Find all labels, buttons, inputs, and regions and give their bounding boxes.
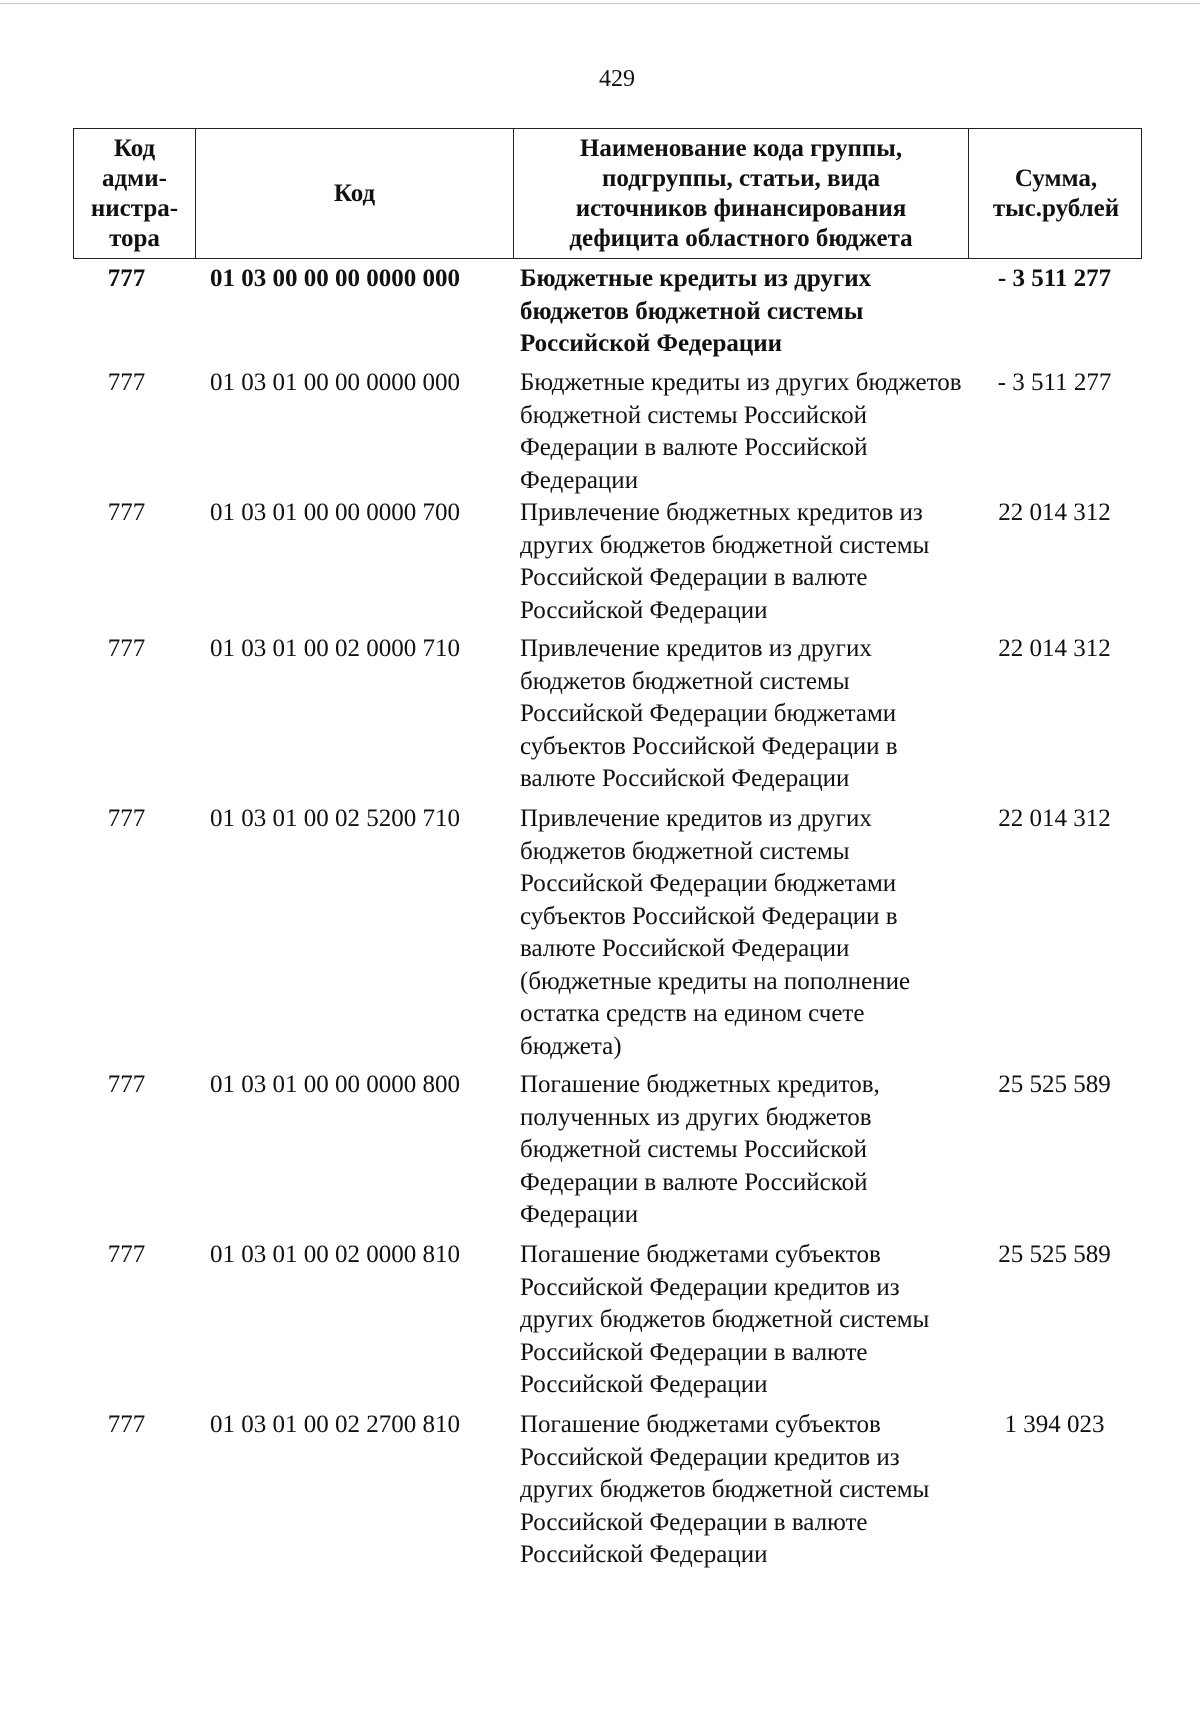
- cell-name: Бюджетные кредиты из других бюджетов бюджетной системы Российской Федерации в валюте Российской Федерации: [520, 369, 962, 494]
- cell-name: Погашение бюджетами субъектов Российской Федерации кредитов из других бюджетов бюджетной системы Российской Федерации в валюте Российской Федерации: [520, 1411, 930, 1568]
- cell-sum: 25 525 589: [998, 1071, 1111, 1098]
- top-border-line: [0, 3, 1200, 4]
- cell-name: Бюджетные кредиты из других бюджетов бюджетной системы Российской Федерации: [520, 265, 872, 357]
- table-header: [73, 128, 1142, 259]
- cell-sum: 25 525 589: [998, 1241, 1111, 1268]
- cell-name: Привлечение кредитов из других бюджетов бюджетной системы Российской Федерации бюджетами субъектов Российской Федерации в валюте Российской Федерации: [520, 635, 898, 792]
- header-name: Наименование кода группы, подгруппы, статьи, вида источников финансирования дефицита областного бюджета: [513, 129, 968, 258]
- cell-code: 01 03 00 00 00 0000 000: [210, 265, 460, 292]
- cell-code: 01 03 01 00 00 0000 800: [210, 1071, 460, 1098]
- cell-code: 01 03 01 00 02 0000 710: [210, 635, 460, 662]
- cell-admin: 777: [107, 499, 146, 526]
- cell-sum: 22 014 312: [998, 805, 1111, 832]
- table-row: [73, 803, 1142, 1069]
- cell-name: Погашение бюджетами субъектов Российской Федерации кредитов из других бюджетов бюджетной системы Российской Федерации в валюте Российской Федерации: [520, 1241, 930, 1398]
- table-row: [73, 633, 1142, 803]
- cell-sum: 1 394 023: [1004, 1411, 1105, 1438]
- cell-code: 01 03 01 00 02 5200 710: [210, 805, 460, 832]
- cell-sum: - 3 511 277: [997, 265, 1112, 292]
- cell-admin: 777: [107, 1411, 146, 1438]
- cell-admin: 777: [107, 635, 146, 662]
- table-row: [73, 1069, 1142, 1239]
- cell-code: 01 03 01 00 02 0000 810: [210, 1241, 460, 1268]
- table-row: [73, 1409, 1142, 1568]
- header-code: Код: [195, 129, 513, 258]
- cell-admin: 777: [107, 805, 146, 832]
- table-row: [73, 259, 1142, 361]
- cell-code: 01 03 01 00 02 2700 810: [210, 1411, 460, 1438]
- cell-admin: 777: [107, 1241, 146, 1268]
- table-row: [73, 1239, 1142, 1409]
- cell-code: 01 03 01 00 00 0000 000: [210, 369, 460, 396]
- cell-admin: 777: [107, 265, 146, 292]
- header-sum: Сумма, тыс.рублей: [968, 129, 1143, 258]
- cell-sum: 22 014 312: [998, 635, 1111, 662]
- cell-name: Привлечение бюджетных кредитов из других бюджетов бюджетной системы Российской Федерации в валюте Российской Федерации: [520, 499, 930, 624]
- cell-admin: 777: [107, 1071, 146, 1098]
- cell-admin: 777: [107, 369, 146, 396]
- sources-table: [73, 128, 1142, 1568]
- cell-name: Погашение бюджетных кредитов, полученных из других бюджетов бюджетной системы Российской Федерации в валюте Российской Федерации: [520, 1071, 880, 1228]
- cell-sum: - 3 511 277: [997, 369, 1112, 396]
- cell-code: 01 03 01 00 00 0000 700: [210, 499, 460, 526]
- table-row: [73, 361, 1142, 497]
- table-row: [73, 497, 1142, 633]
- cell-sum: 22 014 312: [998, 499, 1111, 526]
- page-number: 429: [599, 66, 635, 92]
- cell-name: Привлечение кредитов из других бюджетов бюджетной системы Российской Федерации бюджетами субъектов Российской Федерации в валюте Российской Федерации (бюджетные кредиты на пополнение остатка средств на едином счете бюджета): [520, 805, 911, 1060]
- header-admin-code: Код адми- нистра- тора: [90, 134, 179, 252]
